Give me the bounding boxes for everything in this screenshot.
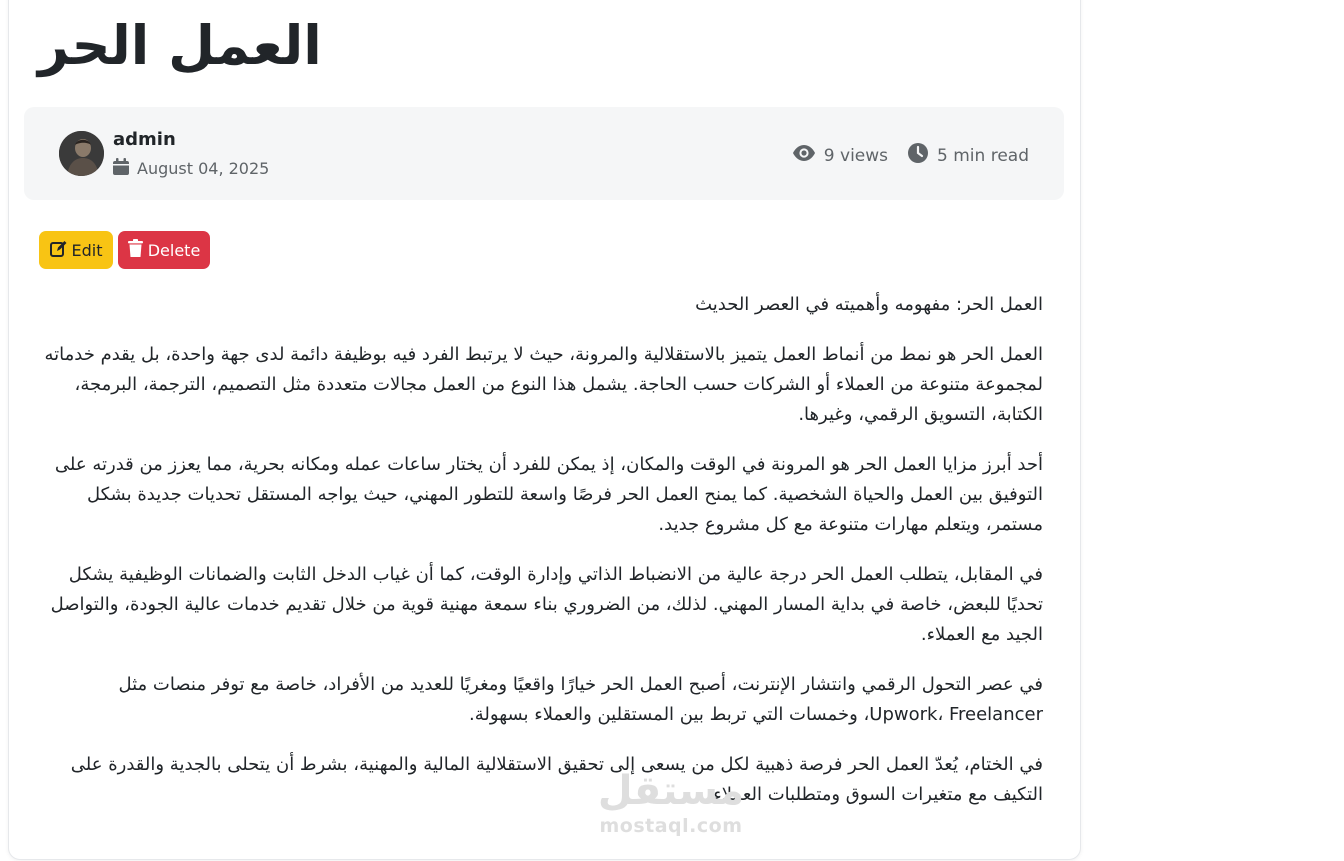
read-time: 5 min read (937, 145, 1029, 166)
content-paragraph: أحد أبرز مزايا العمل الحر هو المرونة في الوقت والمكان، إذ يمكن للفرد أن يختار ساعات عمله ومكانه بحرية، مما يعزز من قدرته على التوفيق بين العمل والحياة الشخصية. كما يمنح العمل الحر فرصًا واسعة للتطور المهني، حيث يواجه المستقل تحديات جديدة بشكل مستمر، ويتعلم مهارات متنوعة مع كل مشروع جديد. (54, 454, 1043, 535)
watermark-arabic: مستقل (597, 768, 745, 814)
clock-icon (908, 143, 928, 168)
views-stat (793, 145, 888, 166)
content-paragraph: العمل الحر هو نمط من أنماط العمل يتميز بالاستقلالية والمرونة، حيث لا يرتبط الفرد فيه بوظيفة دائمة لدى جهة واحدة، بل يقدم خدماته لمجموعة متنوعة من العملاء أو الشركات حسب الحاجة. يشمل هذا النوع من العمل مجالات متعددة مثل التصميم، الترجمة، البرمجة، الكتابة، التسويق الرقمي، وغيرها. (44, 344, 1043, 425)
edit-icon (50, 240, 67, 261)
eye-icon (793, 145, 815, 166)
watermark-latin: mostaql.com (599, 815, 743, 837)
date-text: August 04, 2025 (137, 159, 270, 178)
calendar-icon (113, 158, 129, 179)
author-name[interactable]: admin (113, 129, 176, 150)
page-title: العمل الحر (38, 14, 322, 77)
content-paragraph: في المقابل، يتطلب العمل الحر درجة عالية من الانضباط الذاتي وإدارة الوقت، كما أن غياب الدخل الثابت والضمانات الوظيفية يشكل تحديًا للبعض، خاصة في بداية المسار المهني. لذلك، من الضروري بناء سمعة مهنية قوية من خلال تقديم خدمات عالية الجودة، والتواصل الجيد مع العملاء. (50, 564, 1043, 645)
avatar[interactable] (59, 131, 104, 176)
edit-label: Edit (71, 240, 103, 260)
post-meta (24, 107, 1064, 200)
views-count: 9 views (823, 145, 889, 166)
post-stats (793, 143, 1029, 168)
content-paragraph: في عصر التحول الرقمي وانتشار الإنترنت، أصبح العمل الحر خيارًا واقعيًا ومغريًا للعديد من الأفراد، خاصة مع توفر منصات مثل Upwork، Freelancer، وخمسات التي تربط بين المستقلين والعملاء بسهولة. (118, 674, 1043, 725)
post-date (113, 158, 269, 179)
content-paragraph: العمل الحر: مفهومه وأهميته في العصر الحديث (695, 294, 1043, 315)
delete-label: Delete (147, 240, 201, 260)
trash-icon (128, 239, 143, 261)
content-paragraph: في الختام، يُعدّ العمل الحر فرصة ذهبية لكل من يسعى إلى تحقيق الاستقلالية المالية والمهنية، بشرط أن يتحلى بالجدية والقدرة على التكيف مع متغيرات السوق ومتطلبات العملاء. (70, 754, 1043, 805)
post-content (40, 290, 1043, 830)
edit-button[interactable] (39, 231, 113, 269)
read-time-stat (908, 143, 1029, 168)
delete-button[interactable] (118, 231, 210, 269)
